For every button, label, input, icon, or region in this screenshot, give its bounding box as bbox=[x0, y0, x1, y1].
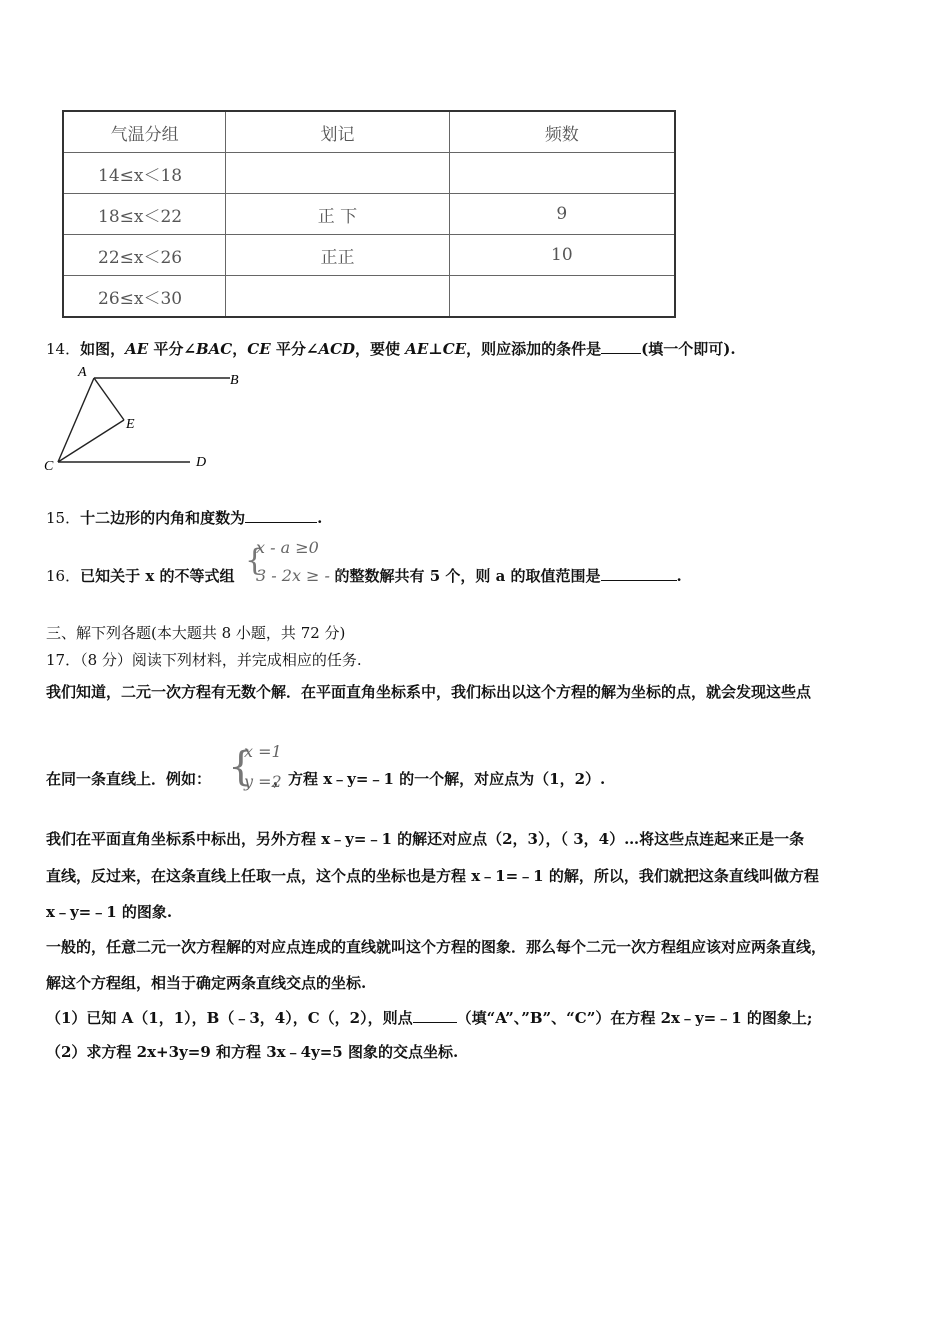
q17-paragraph-2 bbox=[46, 768, 605, 789]
q15-end: . bbox=[317, 509, 323, 527]
question-number: 16． bbox=[46, 567, 81, 585]
range-cell: 18≤x＜22 bbox=[63, 194, 226, 235]
range-cell: 14≤x＜18 bbox=[63, 153, 226, 194]
header-frequency: 频数 bbox=[449, 111, 675, 153]
q17-paragraph-3: 我们在平面直角坐标系中标出，另外方程 x﹣y=﹣1 的解还对应点（2，3），（ 3，4）…将这些点连起来正是一条 bbox=[46, 830, 805, 848]
q14-text: 平分∠ bbox=[148, 340, 196, 358]
question-number: 14． bbox=[46, 340, 81, 358]
q17-paragraph-7: 解这个方程组，相当于确定两条直线交点的坐标. bbox=[46, 974, 367, 992]
answer-blank[interactable] bbox=[601, 339, 641, 354]
inequality-1: x - a ≥0 bbox=[256, 538, 319, 557]
brace-icon: { bbox=[228, 744, 254, 790]
q17-task-text: （1）已知 A（1，1），B（﹣3，4），C（，2），则点 bbox=[46, 1009, 413, 1027]
q17-task-text: （填“A”、”B”、“C”）在方程 2x﹣y=﹣1 的图象上; bbox=[456, 1009, 813, 1027]
table-row bbox=[63, 235, 675, 276]
q14-text: 如图， bbox=[80, 340, 126, 358]
count-cell bbox=[449, 276, 675, 318]
segment-ae bbox=[94, 378, 124, 420]
question-number: 15． bbox=[46, 509, 81, 527]
q16-text: 的整数解共有 5 个，则 a 的取值范围是 bbox=[334, 567, 601, 585]
system-eq-2: y =2 bbox=[244, 772, 282, 791]
section-3-title: 三、解下列各题(本大题共 8 小题，共 72 分) bbox=[46, 624, 346, 642]
q14-text: ，要使 bbox=[355, 340, 406, 358]
q17-task-2: （2）求方程 2x+3y=9 和方程 3x﹣4y=5 图象的交点坐标. bbox=[46, 1043, 459, 1061]
tally-cell: 正 下 bbox=[226, 194, 449, 235]
q17-paragraph-6: 一般的，任意二元一次方程解的对应点连成的直线就叫这个方程的图象．那么每个二元一次方程组应该对应两条直线， bbox=[46, 938, 827, 956]
geometry-figure bbox=[40, 362, 250, 474]
q15-text: 十二边形的内角和度数为 bbox=[80, 509, 246, 527]
perpendicular-symbol: ⊥ bbox=[428, 340, 443, 358]
q14-ce: CE bbox=[442, 340, 467, 358]
q17-text: ，方程 x﹣y=﹣1 的一个解，对应点为（1，2）. bbox=[273, 770, 606, 788]
brace-icon: { bbox=[245, 543, 265, 578]
q17-paragraph-1: 我们知道，二元一次方程有无数个解．在平面直角坐标系中，我们标出以这个方程的解为坐标的点，就会发现这些点 bbox=[46, 683, 812, 701]
segment-ce bbox=[58, 420, 124, 462]
q17-text: 在同一条直线上．例如： bbox=[46, 770, 212, 788]
tally-cell bbox=[226, 153, 449, 194]
q16-end: . bbox=[676, 567, 682, 585]
count-cell: 10 bbox=[449, 235, 675, 276]
question-14 bbox=[46, 338, 736, 359]
q17-task-1 bbox=[46, 1007, 812, 1028]
table-header-row bbox=[63, 111, 675, 153]
range-cell: 22≤x＜26 bbox=[63, 235, 226, 276]
inequality-2: 3 - 2x ≥ - 1 bbox=[256, 566, 346, 585]
header-temperature-group: 气温分组 bbox=[63, 111, 226, 153]
answer-blank[interactable] bbox=[245, 508, 317, 523]
table-row bbox=[63, 153, 675, 194]
q14-acd: ACD bbox=[318, 340, 356, 358]
q14-text: 平分∠ bbox=[270, 340, 319, 358]
tally-cell: 正正 bbox=[226, 235, 449, 276]
q14-text: ， bbox=[232, 340, 248, 358]
label-e: E bbox=[126, 417, 135, 432]
header-tally: 划记 bbox=[226, 111, 449, 153]
answer-blank[interactable] bbox=[601, 566, 677, 581]
q14-ae: AE bbox=[125, 340, 149, 358]
segment-ac bbox=[58, 378, 94, 462]
table-row bbox=[63, 194, 675, 235]
answer-blank[interactable] bbox=[413, 1008, 457, 1023]
system-eq-1: x =1 bbox=[244, 742, 282, 761]
count-cell: 9 bbox=[449, 194, 675, 235]
q14-ce: CE bbox=[247, 340, 271, 358]
q17-paragraph-4: 直线，反过来，在这条直线上任取一点，这个点的坐标也是方程 x﹣1=﹣1 的解，所以，我们就把这条直线叫做方程 bbox=[46, 867, 819, 885]
frequency-table bbox=[62, 110, 676, 318]
tally-cell bbox=[226, 276, 449, 318]
q16-text: 已知关于 x 的不等式组 bbox=[80, 567, 235, 585]
table-row bbox=[63, 276, 675, 318]
question-15 bbox=[46, 507, 322, 528]
q14-text: (填一个即可). bbox=[641, 340, 736, 358]
label-b: B bbox=[230, 373, 239, 388]
q14-text: ，则应添加的条件是 bbox=[466, 340, 602, 358]
question-17-header: 17．（8 分）阅读下列材料，并完成相应的任务. bbox=[46, 651, 362, 669]
question-16 bbox=[46, 565, 682, 586]
count-cell bbox=[449, 153, 675, 194]
label-d: D bbox=[196, 455, 207, 470]
range-cell: 26≤x＜30 bbox=[63, 276, 226, 318]
q17-paragraph-5: x﹣y=﹣1 的图象. bbox=[46, 903, 173, 921]
label-a: A bbox=[78, 365, 87, 380]
label-c: C bbox=[44, 459, 54, 474]
q14-ae: AE bbox=[405, 340, 429, 358]
q14-bac: BAC bbox=[195, 340, 233, 358]
